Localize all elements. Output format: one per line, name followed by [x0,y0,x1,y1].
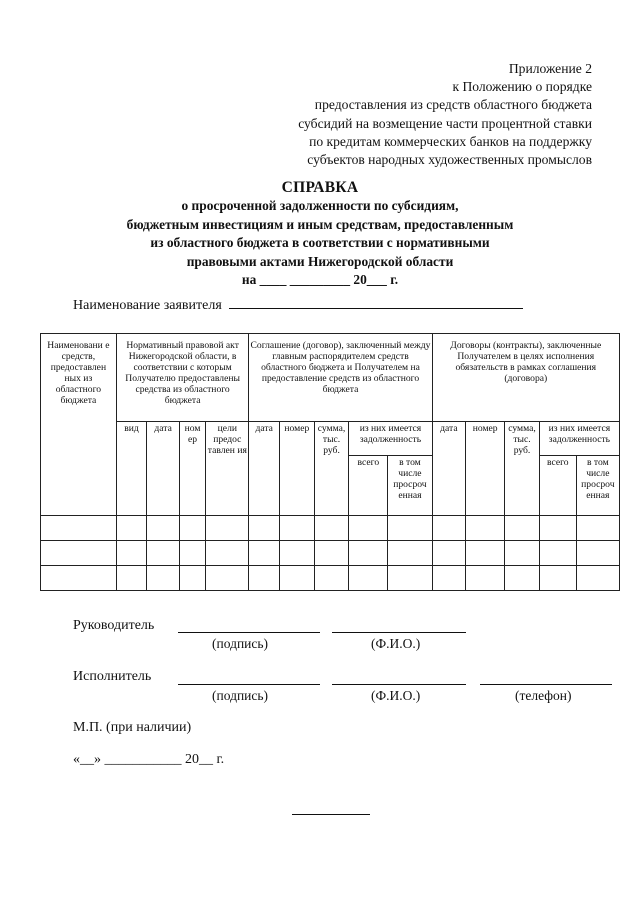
table-cell[interactable] [279,541,314,566]
col-con-date: дата [432,422,466,516]
table-cell[interactable] [41,516,117,541]
col-agr-debt-total: всего [349,456,388,516]
table-cell[interactable] [388,566,432,591]
table-cell[interactable] [314,516,349,541]
executor-label: Исполнитель [73,669,152,684]
col-con-number: номер [466,422,505,516]
head-label: Руководитель [73,618,155,633]
table-cell[interactable] [432,566,466,591]
table-cell[interactable] [147,566,180,591]
title-line: о просроченной задолженности по субсидиям, [181,198,459,213]
appendix-header [298,60,592,169]
head-signature-caption: (подпись) [212,636,269,651]
col-funds-name: Наименовани е средств, предоставлен ных из областного бюджета [41,334,117,516]
table-cell[interactable] [349,566,388,591]
executor-fio-caption: (Ф.И.О.) [371,688,421,703]
table-row [41,541,620,566]
title-main: СПРАВКА [281,179,359,196]
table-cell[interactable] [206,541,249,566]
head-fio-caption: (Ф.И.О.) [371,636,421,651]
table-cell[interactable] [249,541,280,566]
date-line: «__» ___________ 20__ г. [73,752,225,767]
table-cell[interactable] [116,541,147,566]
applicant-label: Наименование заявителя [73,298,222,313]
table-cell[interactable] [505,516,540,541]
table-cell[interactable] [432,516,466,541]
table-cell[interactable] [466,516,505,541]
title-line: правовыми актами Нижегородской области [186,253,454,269]
table-cell[interactable] [249,566,280,591]
table-cell[interactable] [466,566,505,591]
table-cell[interactable] [466,541,505,566]
table-cell[interactable] [279,566,314,591]
table-cell[interactable] [116,516,147,541]
table-cell[interactable] [576,566,619,591]
appendix-line: субъектов народных художественных промыслов [307,152,592,168]
table-cell[interactable] [41,566,117,591]
table-cell[interactable] [539,566,576,591]
table-cell[interactable] [349,516,388,541]
appendix-line: предоставления из средств областного бюджета [314,97,592,113]
document-title [0,178,640,290]
col-act-type: вид [116,422,147,516]
table-cell[interactable] [505,541,540,566]
table-cell[interactable] [314,566,349,591]
col-agr-sum: сумма, тыс. руб. [314,422,349,516]
stamp-label: М.П. (при наличии) [73,720,192,735]
head-fio-field[interactable] [332,632,466,633]
executor-signature-caption: (подпись) [212,688,269,703]
executor-signature-field[interactable] [178,684,320,685]
table-cell[interactable] [249,516,280,541]
table-cell[interactable] [432,541,466,566]
table-cell[interactable] [576,516,619,541]
table-cell[interactable] [179,566,205,591]
head-signature-field[interactable] [178,632,320,633]
applicant-field[interactable] [229,308,523,309]
table-row [41,516,620,541]
table-cell[interactable] [147,516,180,541]
executor-phone-caption: (телефон) [515,688,572,703]
table-cell[interactable] [388,541,432,566]
applicant-row [73,298,523,314]
appendix-line: по кредитам коммерческих банков на поддержку [309,133,592,149]
table-cell[interactable] [388,516,432,541]
table-cell[interactable] [206,566,249,591]
col-agr-number: номер [279,422,314,516]
table-cell[interactable] [349,541,388,566]
col-agr-debt: из них имеется задолженность [349,422,432,456]
col-con-sum: сумма, тыс. руб. [505,422,540,516]
executor-phone-field[interactable] [480,684,612,685]
executor-fio-field[interactable] [332,684,466,685]
table-cell[interactable] [41,541,117,566]
table-cell[interactable] [505,566,540,591]
title-date-line: на ____ _________ 20___ г. [241,272,399,287]
col-act-number: ном ер [179,422,205,516]
appendix-line: к Положению о порядке [452,79,592,95]
table-cell[interactable] [279,516,314,541]
col-con-debt: из них имеется задолженность [539,422,619,456]
table-cell[interactable] [576,541,619,566]
title-line: из областного бюджета в соответствии с нормативными [150,235,490,250]
table-cell[interactable] [539,541,576,566]
table-cell[interactable] [539,516,576,541]
table-cell[interactable] [314,541,349,566]
table-cell[interactable] [116,566,147,591]
appendix-line: Приложение 2 [508,61,592,76]
col-con-debt-total: всего [539,456,576,516]
col-act-date: дата [147,422,180,516]
group-agreement: Соглашение (договор), заключенный между главным распорядителем средств областного бюджета и Получателем на предоставление средств из областного бюджета [249,334,432,422]
debt-table [40,333,620,591]
col-agr-date: дата [249,422,280,516]
table-cell[interactable] [206,516,249,541]
table-cell[interactable] [147,541,180,566]
table-cell[interactable] [179,541,205,566]
table-row [41,566,620,591]
col-act-purpose: цели предос тавлен ия [206,422,249,516]
group-normative-act: Нормативный правовой акт Нижегородской области, в соответствии с которым Получателю предоставлены средства из областного бюджета [116,334,249,422]
appendix-line: субсидий на возмещение части процентной ставки [298,115,592,131]
table-cell[interactable] [179,516,205,541]
title-line: бюджетным инвестициям и иным средствам, предоставленным [126,216,514,232]
col-con-debt-overdue: в том числе просроч енная [576,456,619,516]
bottom-divider [292,814,370,815]
group-contracts: Договоры (контракты), заключенные Получателем в целях исполнения обязательств в рамках соглашения (договора) [432,334,619,422]
col-agr-debt-overdue: в том числе просроч енная [388,456,432,516]
